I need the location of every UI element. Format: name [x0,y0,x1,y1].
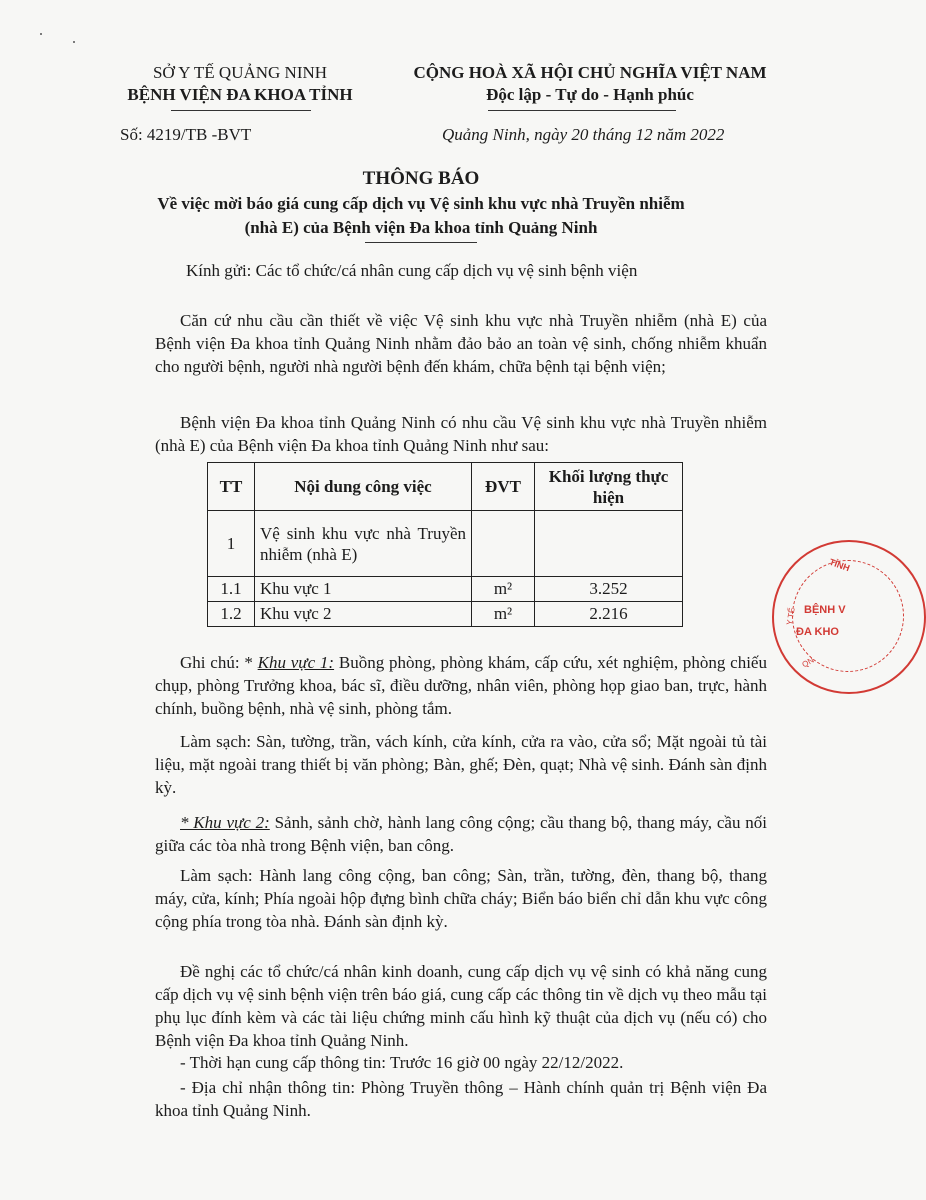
note-area-1-cleaning [155,730,767,799]
subject-line-2: (nhà E) của Bệnh viện Đa khoa tỉnh Quảng Ninh [244,218,598,237]
note-area-1 [155,651,767,720]
seal-text: TỈNH [827,556,852,574]
seal-text: ĐA KHO [796,626,839,638]
area-2-text: Sảnh, sảnh chờ, hành lang công cộng; cầu thang bộ, thang máy, cầu nối giữa các tòa nhà trong Bệnh viện, ban công. [155,813,767,855]
intro-paragraph-1-text: Căn cứ nhu cầu cần thiết về việc Vệ sinh khu vực nhà Truyền nhiễm (nhà E) của Bệnh viện Đa khoa tỉnh Quảng Ninh nhằm đảo bảo an toàn vệ sinh, chống nhiễm khuẩn cho người bệnh, người nhà người bệnh đến khám, chữa bệnh tại bệnh viện; [155,311,767,376]
cell-unit [472,511,535,577]
header-quantity: Khối lượng thực hiện [535,463,683,511]
issuing-agency [95,62,385,106]
scan-speck [40,33,42,35]
national-motto [380,62,800,106]
seal-text: QN [800,655,816,670]
table-row [208,511,683,577]
address-line [155,1076,767,1122]
cell-content: Vệ sinh khu vực nhà Truyền nhiễm (nhà E) [255,511,472,577]
work-table [207,462,683,627]
area-1-text: Buồng phòng, phòng khám, cấp cứu, xét nghiệm, phòng chiếu chụp, phòng Trưởng khoa, bác sĩ, điều dưỡng, nhân viên, phòng họp giao ban, trực, hành chính, buồng bệnh, nhà vệ sinh, phòng tắm. [155,653,767,718]
cell-content: Khu vực 2 [255,602,472,627]
cell-unit: m² [472,602,535,627]
table-header-row [208,463,683,511]
agency-underline [171,110,311,111]
cell-tt: 1 [208,511,255,577]
area-2-label: * Khu vực 2: [180,813,270,832]
addressee: Kính gửi: Các tổ chức/cá nhân cung cấp dịch vụ vệ sinh bệnh viện [186,261,638,280]
seal-text: Y TẾ [784,607,797,626]
intro-paragraph-2-text: Bệnh viện Đa khoa tỉnh Quảng Ninh có nhu cầu Vệ sinh khu vực nhà Truyền nhiễm (nhà E) của Bệnh viện Đa khoa tỉnh Quảng Ninh như sau: [155,413,767,455]
table-row [208,602,683,627]
area-2-cleaning-text: Làm sạch: Hành lang công cộng, ban công; Sàn, trần, tường, đèn, thang bộ, thang máy, cửa, kính; Phía ngoài hộp đựng bình chữa cháy; Biển báo biển chỉ dẫn khu vực công cộng phía trong tòa nhà. Đánh sàn định kỳ. [155,866,767,931]
note-area-2-cleaning [155,864,767,933]
agency-name: BỆNH VIỆN ĐA KHOA TỈNH [127,85,353,104]
place-date: Quảng Ninh, ngày 20 tháng 12 năm 2022 [442,125,725,144]
intro-paragraph-2 [155,411,767,457]
header-content: Nội dung công việc [255,463,472,511]
area-1-label: Khu vực 1: [257,653,335,672]
note-area-2 [155,811,767,857]
document-number: Số: 4219/TB -BVT [120,125,252,144]
subject-underline [365,242,477,243]
address-text: - Địa chỉ nhận thông tin: Phòng Truyền thông – Hành chính quản trị Bệnh viện Đa khoa tỉnh Quảng Ninh. [155,1078,767,1120]
cell-tt: 1.2 [208,602,255,627]
seal-text: BỆNH V [804,604,846,616]
area-1-cleaning-text: Làm sạch: Sàn, tường, trần, vách kính, cửa kính, cửa ra vào, cửa sổ; Mặt ngoài tủ tài liệu, mặt ngoài trang thiết bị văn phòng; Bàn, ghế; Đèn, quạt; Nhà vệ sinh. Đánh sàn định kỳ. [155,732,767,797]
motto-underline [488,110,676,111]
subject-line-1: Về việc mời báo giá cung cấp dịch vụ Vệ sinh khu vực nhà Truyền nhiễm [157,194,685,213]
request-text: Đề nghị các tổ chức/cá nhân kinh doanh, cung cấp dịch vụ vệ sinh có khả năng cung cấp dịch vụ vệ sinh bệnh viện trên báo giá, cung cấp các thông tin về dịch vụ theo mẫu tại phụ lục đính kèm và các tài liệu chứng minh cấu hình kỹ thuật của dịch vụ (nếu có) cho Bệnh viện Đa khoa tỉnh Quảng Ninh. [155,962,767,1050]
cell-quantity: 3.252 [535,577,683,602]
country-name: CỘNG HOÀ XÃ HỘI CHỦ NGHĨA VIỆT NAM [413,63,767,82]
scan-speck [73,41,75,43]
note-prefix: Ghi chú: * [180,653,258,672]
cell-quantity [535,511,683,577]
agency-parent: SỞ Y TẾ QUẢNG NINH [152,63,328,82]
cell-unit: m² [472,577,535,602]
table-row [208,577,683,602]
header-tt: TT [208,463,255,511]
cell-tt: 1.1 [208,577,255,602]
request-paragraph [155,960,767,1052]
intro-paragraph-1 [155,309,767,378]
document-subject [110,192,732,240]
cell-quantity: 2.216 [535,602,683,627]
cell-content: Khu vực 1 [255,577,472,602]
document-title: THÔNG BÁO [362,168,480,189]
motto: Độc lập - Tự do - Hạnh phúc [486,85,694,104]
header-unit: ĐVT [472,463,535,511]
seal-inner-ring [792,560,904,672]
deadline-text: - Thời hạn cung cấp thông tin: Trước 16 giờ 00 ngày 22/12/2022. [180,1053,624,1072]
official-seal [772,540,926,694]
deadline-line [155,1051,767,1074]
